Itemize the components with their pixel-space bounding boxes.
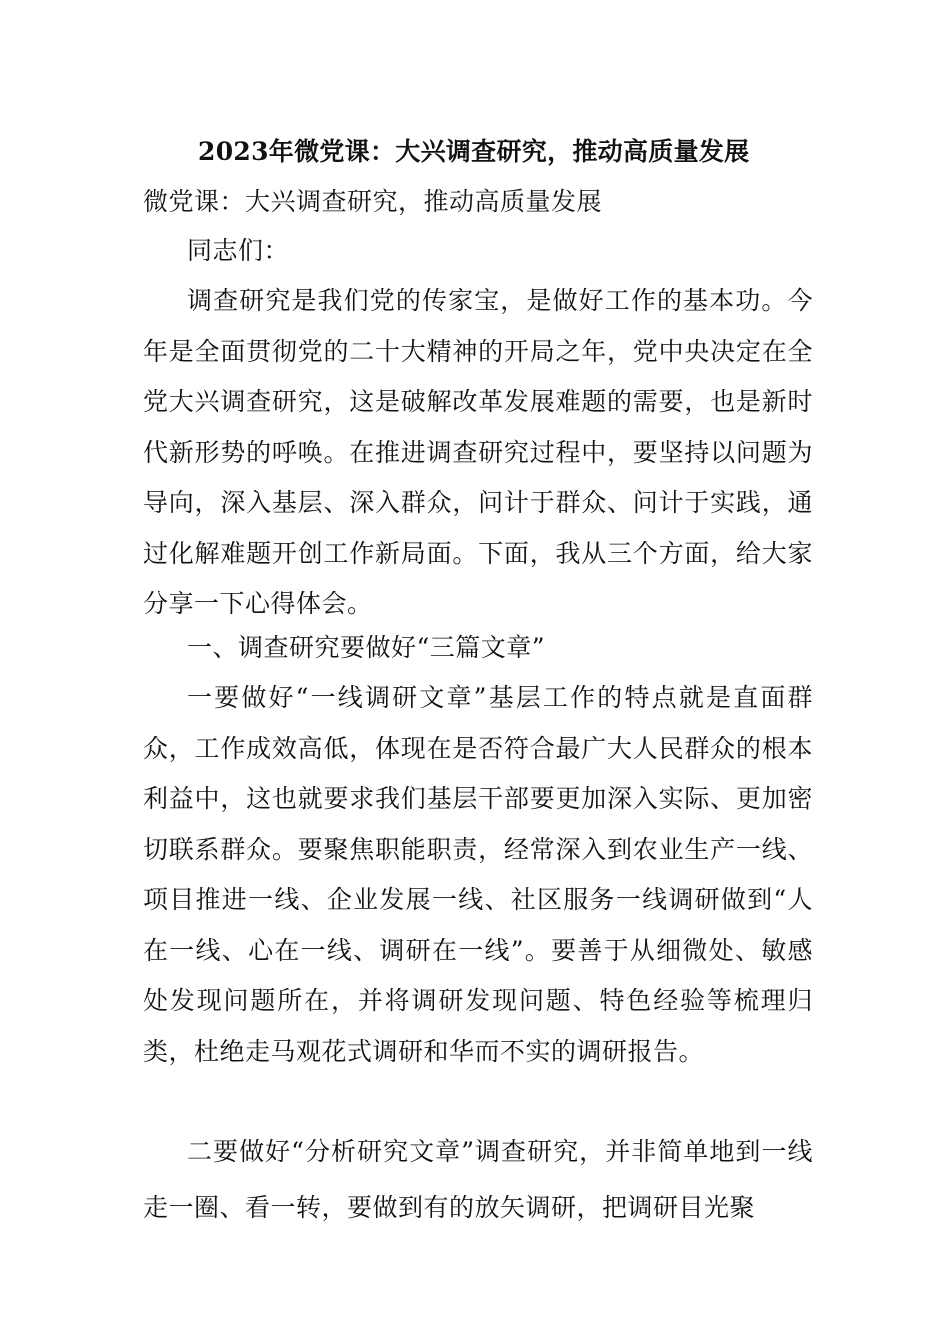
document-subtitle: 微党课：大兴调查研究，推动高质量发展 <box>143 187 603 216</box>
intro-paragraph: 调查研究是我们党的传家宝，是做好工作的基本功。今年是全面贯彻党的二十大精神的开局之年，党中央决定在全党大兴调查研究，这是破解改革发展难题的需要，也是新时代新形势的呼唤。在推进调查研究过程中，要坚持以问题为导向，深入基层、深入群众，问计于群众、问计于实践，通过化解难题开创工作新局面。下面，我从三个方面，给大家分享一下心得体会。 <box>143 286 813 618</box>
section-heading: 一、调查研究要做好“三篇文章” <box>187 633 546 662</box>
body-paragraph-first: 一要做好“一线调研文章”基层工作的特点就是直面群众，工作成效高低，体现在是否符合最广大人民群众的根本利益中，这也就要求我们基层干部要更加深入实际、更加密切联系群众。要聚焦职能职责，经常深入到农业生产一线、项目推进一线、企业发展一线、社区服务一线调研做到“人在一线、心在一线、调研在一线”。要善于从细微处、敏感处发现问题所在，并将调研发现问题、特色经验等梳理归类，杜绝走马观花式调研和华而不实的调研报告。 <box>143 683 813 1066</box>
document-title: 2023年微党课：大兴调查研究，推动高质量发展 <box>198 137 750 166</box>
body-paragraph-second: 二要做好“分析研究文章”调查研究，并非简单地到一线走一圈、看一转，要做到有的放矢调研，把调研目光聚 <box>143 1137 813 1222</box>
greeting: 同志们： <box>187 236 290 265</box>
